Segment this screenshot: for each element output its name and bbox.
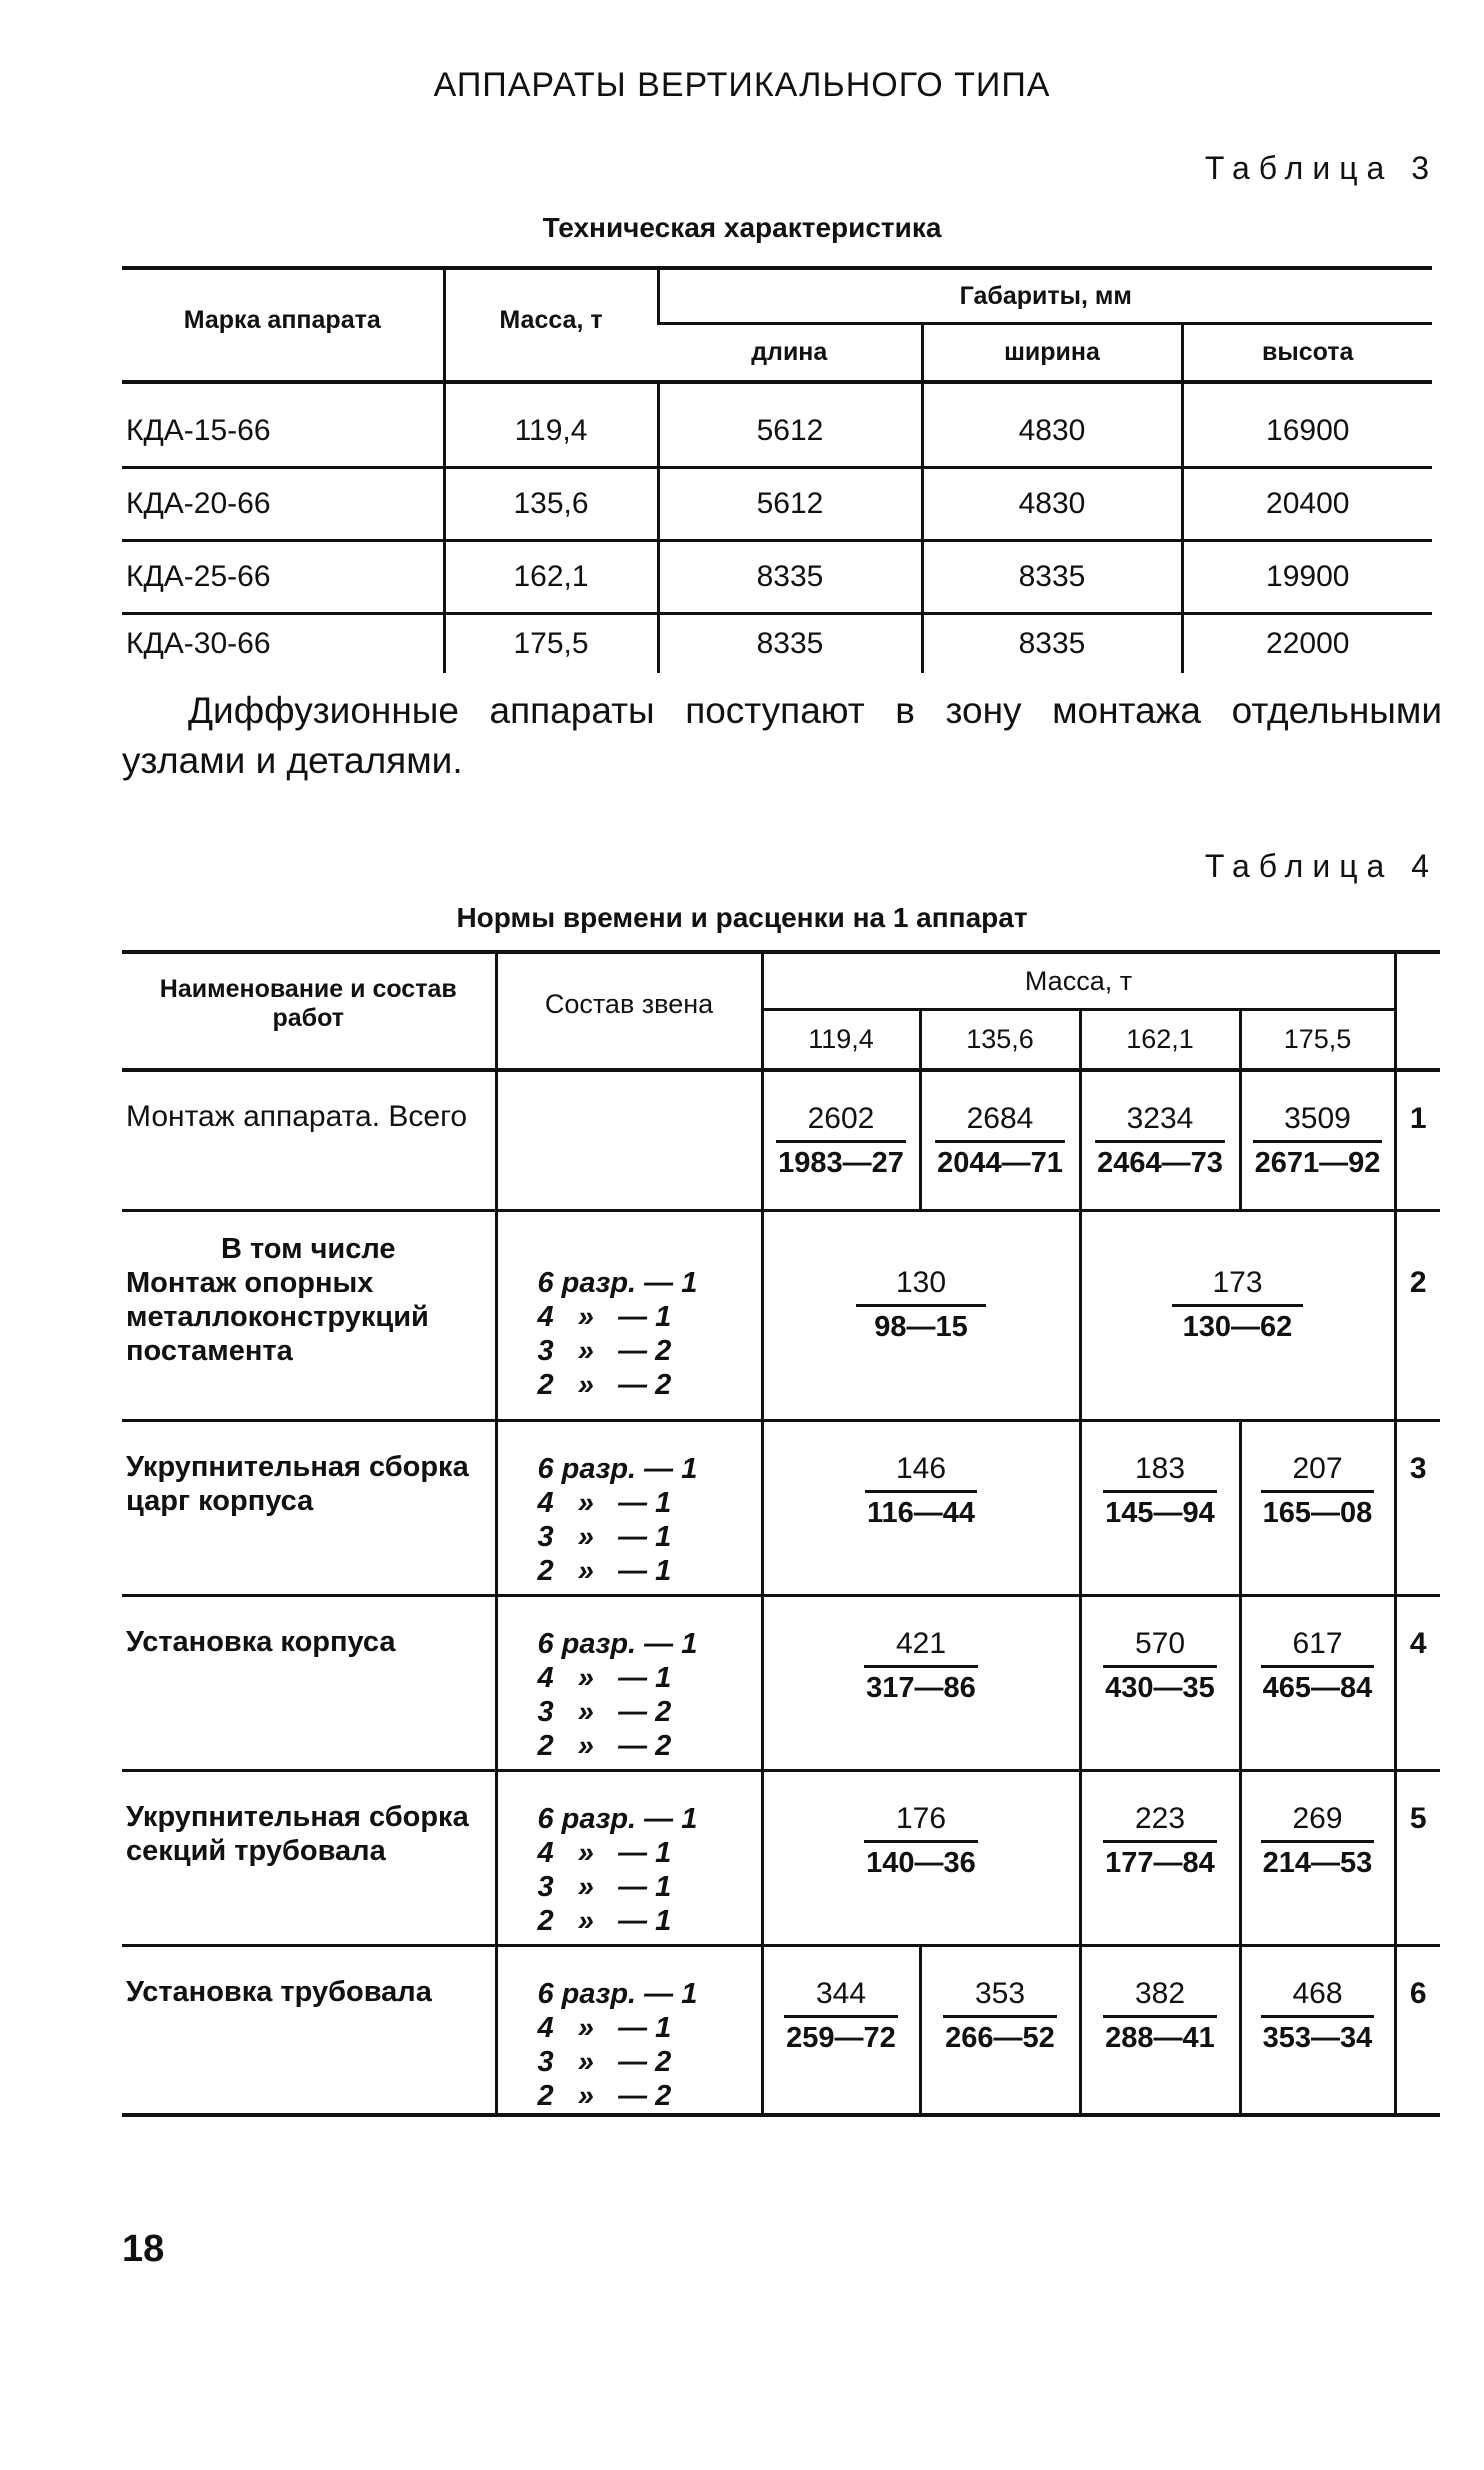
cell-width: 8335 xyxy=(922,614,1182,674)
work-name: Укрупнительная сборка секций трубовала xyxy=(126,1800,469,1867)
table4-caption: Нормы времени и расценки на 1 аппарат xyxy=(456,902,1028,933)
cell-mass: 162,1 xyxy=(444,541,658,614)
crew-composition: 6 разр. — 1 4 » — 1 3 » — 2 2 » — 2 xyxy=(496,1210,762,1420)
norm-cell xyxy=(920,1945,1080,2115)
cell-height: 16900 xyxy=(1182,382,1432,468)
norm-cell xyxy=(762,1770,1080,1945)
work-lead: В том числе xyxy=(220,1232,396,1265)
crew-composition: 6 разр. — 1 4 » — 1 3 » — 2 2 » — 2 xyxy=(496,1595,762,1770)
cell-height: 20400 xyxy=(1182,468,1432,541)
rate: 465—84 xyxy=(1262,1671,1373,1704)
work-name-cell xyxy=(122,1210,496,1420)
rate: 266—52 xyxy=(945,2021,1055,2054)
cell-mass: 175,5 xyxy=(444,614,658,674)
table-row xyxy=(122,1770,1440,1945)
header-mass: Масса, т xyxy=(444,268,658,382)
crew-composition: 6 разр. — 1 4 » — 1 3 » — 2 2 » — 2 xyxy=(496,1945,762,2115)
norm-cell xyxy=(1080,1770,1240,1945)
header-length: длина xyxy=(658,324,922,382)
row-number: 2 xyxy=(1395,1210,1440,1420)
table-row xyxy=(122,1420,1440,1595)
header-mass-4: 175,5 xyxy=(1240,1010,1395,1070)
rate: 259—72 xyxy=(786,2021,896,2054)
cell-length: 5612 xyxy=(658,382,922,468)
cell-width: 8335 xyxy=(922,541,1182,614)
norm-cell xyxy=(762,1210,1080,1420)
cell-brand: КДА-15-66 xyxy=(126,414,271,447)
norm-cell xyxy=(1240,1770,1395,1945)
norm-cell xyxy=(1080,1210,1395,1420)
time-norm: 421 xyxy=(864,1627,978,1668)
time-norm: 207 xyxy=(1261,1452,1375,1493)
time-norm: 344 xyxy=(784,1977,898,2018)
norm-cell xyxy=(1240,1945,1395,2115)
rate: 214—53 xyxy=(1262,1846,1373,1879)
time-norm: 382 xyxy=(1103,1977,1217,2018)
norm-cell xyxy=(1080,1945,1240,2115)
table-row xyxy=(122,1595,1440,1770)
time-norm: 353 xyxy=(943,1977,1057,2018)
norm-cell xyxy=(762,1595,1080,1770)
norm-cell xyxy=(1080,1595,1240,1770)
rate: 165—08 xyxy=(1262,1496,1373,1529)
header-work: Наименование и состав работ xyxy=(159,975,457,1032)
body-paragraph: Диффузионные аппараты поступают в зону монтажа отдельными узлами и деталями. xyxy=(122,690,1442,781)
cell-height: 19900 xyxy=(1182,541,1432,614)
rate: 430—35 xyxy=(1105,1671,1215,1704)
cell-brand: КДА-30-66 xyxy=(126,627,271,660)
table3-caption: Техническая характеристика xyxy=(542,212,942,243)
rate: 353—34 xyxy=(1262,2021,1373,2054)
norm-cell xyxy=(762,1070,920,1210)
header-mass: Масса, т xyxy=(762,952,1395,1010)
rate: 2671—92 xyxy=(1254,1147,1381,1179)
time-norm: 223 xyxy=(1103,1802,1217,1843)
row-number: 3 xyxy=(1395,1420,1440,1595)
table-row xyxy=(122,382,1432,468)
norm-cell xyxy=(762,1945,920,2115)
time-norm: 2602 xyxy=(776,1102,906,1143)
header-dimensions: Габариты, мм xyxy=(658,268,1432,324)
rate: 2044—71 xyxy=(937,1147,1063,1179)
rate: 288—41 xyxy=(1105,2021,1215,2054)
work-name: Установка трубовала xyxy=(126,1975,432,2008)
cell-mass: 135,6 xyxy=(444,468,658,541)
row-number: 5 xyxy=(1395,1770,1440,1945)
time-norm: 130 xyxy=(856,1266,986,1307)
header-mass-2: 135,6 xyxy=(920,1010,1080,1070)
table3-label: Таблица 3 xyxy=(1204,150,1438,186)
rate: 1983—27 xyxy=(778,1147,904,1179)
time-norm: 2684 xyxy=(935,1102,1065,1143)
rate: 98—15 xyxy=(874,1310,968,1343)
time-norm: 183 xyxy=(1103,1452,1217,1493)
work-name: Укрупнительная сборка царг корпуса xyxy=(126,1450,469,1517)
rate: 130—62 xyxy=(1182,1310,1293,1343)
cell-width: 4830 xyxy=(922,468,1182,541)
table-row xyxy=(122,1070,1440,1210)
running-head: АППАРАТЫ ВЕРТИКАЛЬНОГО ТИПА xyxy=(433,66,1051,104)
row-number: 6 xyxy=(1395,1945,1440,2115)
header-height: высота xyxy=(1182,324,1432,382)
header-brand: Марка аппарата xyxy=(183,305,381,334)
rate: 177—84 xyxy=(1105,1846,1215,1879)
norm-cell xyxy=(1240,1595,1395,1770)
tech-spec-table xyxy=(122,266,1432,673)
work-name: Установка корпуса xyxy=(126,1625,396,1658)
norm-cell xyxy=(1080,1070,1240,1210)
header-row-number xyxy=(1395,952,1440,1070)
norm-cell xyxy=(762,1420,1080,1595)
time-norm: 3509 xyxy=(1253,1102,1383,1143)
norm-cell xyxy=(920,1070,1080,1210)
rate: 2464—73 xyxy=(1097,1147,1223,1179)
header-mass-1: 119,4 xyxy=(762,1010,920,1070)
crew-composition: 6 разр. — 1 4 » — 1 3 » — 1 2 » — 1 xyxy=(496,1420,762,1595)
time-norm: 146 xyxy=(865,1452,977,1493)
rate: 145—94 xyxy=(1105,1496,1215,1529)
norm-cell xyxy=(1080,1420,1240,1595)
time-norm: 617 xyxy=(1261,1627,1375,1668)
norm-cell xyxy=(1240,1070,1395,1210)
cell-width: 4830 xyxy=(922,382,1182,468)
table-row xyxy=(122,541,1432,614)
cell-length: 8335 xyxy=(658,541,922,614)
time-norm: 269 xyxy=(1261,1802,1375,1843)
cell-mass: 119,4 xyxy=(444,382,658,468)
time-norm: 570 xyxy=(1103,1627,1217,1668)
cell-length: 8335 xyxy=(658,614,922,674)
crew-composition xyxy=(496,1070,762,1210)
table4-label: Таблица 4 xyxy=(1204,848,1438,884)
table-row xyxy=(122,1210,1440,1420)
time-norm: 468 xyxy=(1261,1977,1375,2018)
work-name: Монтаж аппарата. Всего xyxy=(126,1100,468,1133)
time-norm: 176 xyxy=(864,1802,978,1843)
time-norms-table xyxy=(122,950,1440,2117)
row-number: 1 xyxy=(1395,1070,1440,1210)
time-norm: 173 xyxy=(1172,1266,1302,1307)
table-row xyxy=(122,1945,1440,2115)
time-norm: 3234 xyxy=(1095,1102,1225,1143)
rate: 317—86 xyxy=(866,1671,976,1704)
row-number: 4 xyxy=(1395,1595,1440,1770)
norm-cell xyxy=(1240,1420,1395,1595)
rate: 116—44 xyxy=(866,1496,976,1529)
header-width: ширина xyxy=(922,324,1182,382)
crew-composition: 6 разр. — 1 4 » — 1 3 » — 1 2 » — 1 xyxy=(496,1770,762,1945)
cell-length: 5612 xyxy=(658,468,922,541)
header-mass-3: 162,1 xyxy=(1080,1010,1240,1070)
table-row xyxy=(122,614,1432,674)
cell-brand: КДА-25-66 xyxy=(126,560,271,593)
table-row xyxy=(122,468,1432,541)
rate: 140—36 xyxy=(866,1846,976,1879)
work-name: Монтаж опорных металлоконструкций постамента xyxy=(126,1266,429,1367)
cell-brand: КДА-20-66 xyxy=(126,487,271,520)
cell-height: 22000 xyxy=(1182,614,1432,674)
page-number: 18 xyxy=(122,2228,165,2270)
header-crew: Состав звена xyxy=(496,952,762,1070)
